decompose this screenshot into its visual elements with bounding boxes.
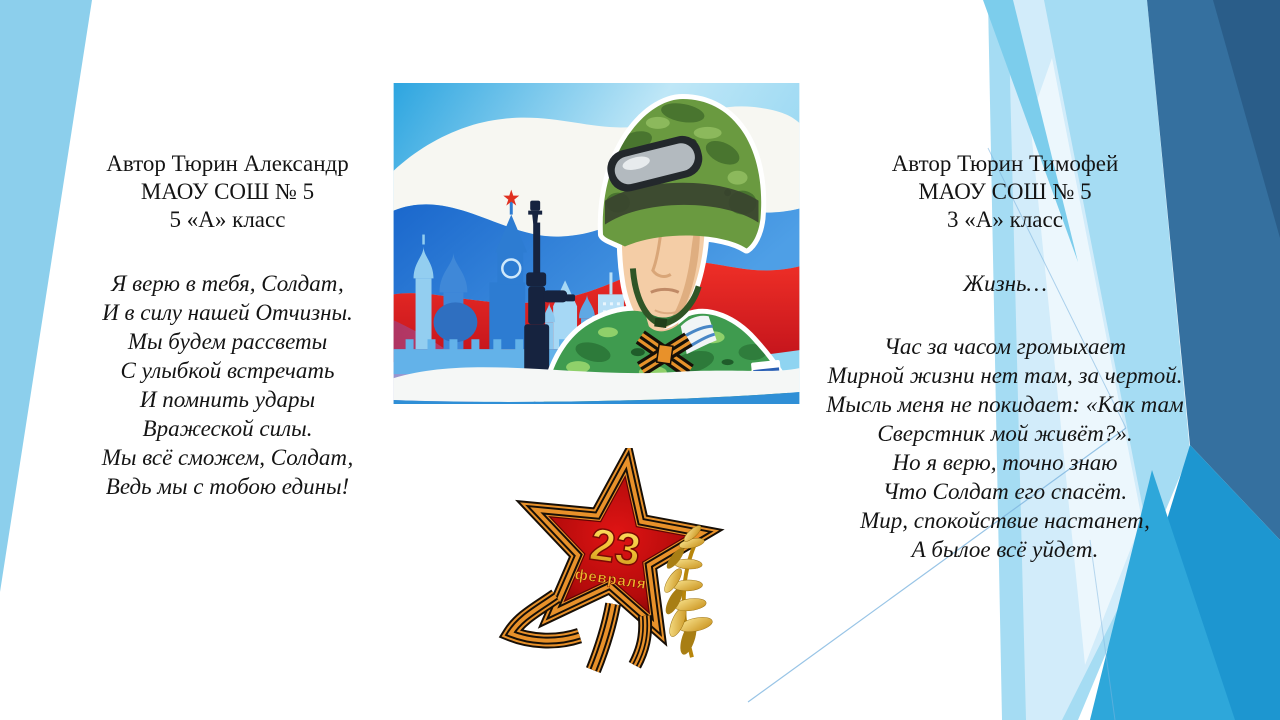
poem-line: Мысль меня не покидает: «Как там	[826, 392, 1184, 417]
author-line: 5 «А» класс	[169, 207, 286, 232]
author-line: Автор Тюрин Александр	[106, 151, 349, 176]
poem-line: Час за часом громыхает	[884, 334, 1126, 359]
poem-line: Мы будем рассветы	[127, 329, 328, 354]
poem-line: Что Солдат его спасёт.	[882, 479, 1128, 504]
poem-line: Сверстник мой живёт?».	[877, 421, 1133, 446]
poem-line: Мирной жизни нет там, за чертой.	[827, 363, 1183, 388]
poem-line: И в силу нашей Отчизны.	[102, 300, 353, 325]
poem-line: И помнить удары	[139, 387, 316, 412]
poem-line: Мир, спокойствие настанет,	[860, 508, 1150, 533]
poem-title: Жизнь…	[963, 271, 1047, 296]
author-line: МАОУ СОШ № 5	[918, 179, 1092, 204]
poem-line: Я верю в тебя, Солдат,	[111, 271, 344, 296]
author-line: Автор Тюрин Тимофей	[891, 151, 1119, 176]
poem-line: А былое всё уйдет.	[911, 537, 1099, 562]
poem-line: Но я верю, точно знаю	[892, 450, 1118, 475]
poem-line: Вражеской силы.	[142, 416, 313, 441]
left-author-poem-block	[35, 150, 420, 501]
poem-line: Мы всё сможем, Солдат,	[101, 445, 354, 470]
strap-buckle	[654, 317, 667, 328]
emblem-month-text: февраля	[573, 566, 648, 593]
author-line: МАОУ СОШ № 5	[140, 179, 315, 204]
poem-line: Ведь мы с тобою едины!	[105, 474, 350, 499]
emblem-day-text: 23	[586, 518, 644, 576]
poem-line: С улыбкой встречать	[120, 358, 335, 383]
right-author-poem-block	[810, 150, 1200, 564]
soldier-flag-illustration	[393, 83, 800, 404]
feb23-star-emblem	[495, 448, 745, 680]
author-line: 3 «А» класс	[947, 207, 1063, 232]
